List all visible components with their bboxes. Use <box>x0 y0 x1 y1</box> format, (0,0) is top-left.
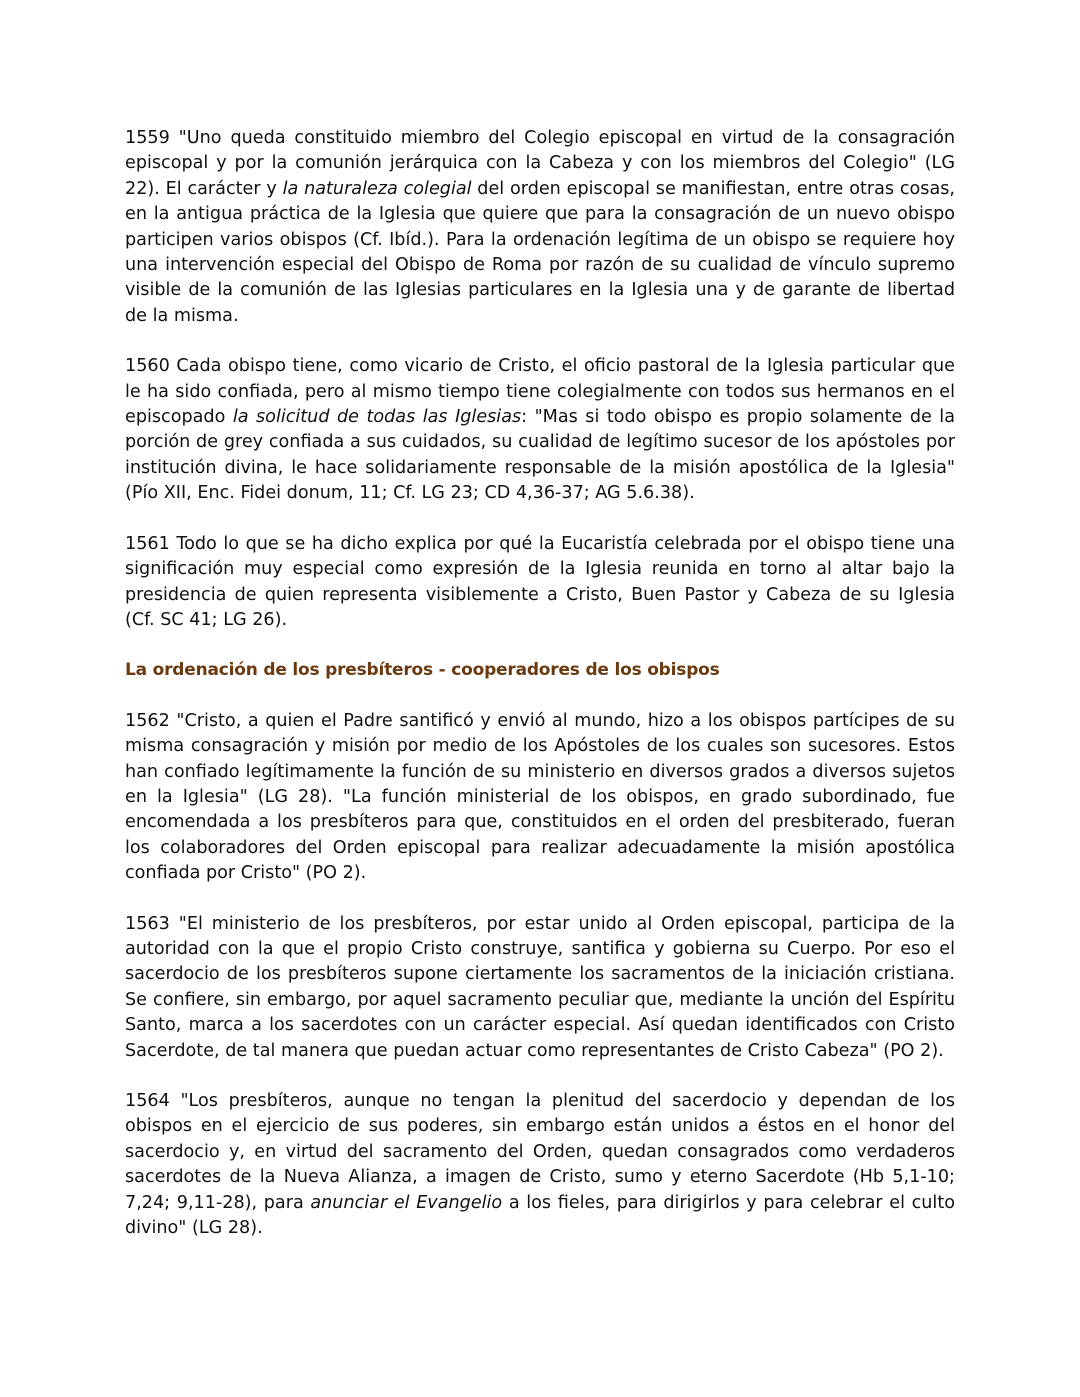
text-segment: 1561 Todo lo que se ha dicho explica por qué la Eucaristía celebrada por el obispo tiene una significación muy especial como expresión de la Iglesia reunida en torno al altar bajo la presidencia de quien representa visiblemente a Cristo, Buen Pastor y Cabeza de su Iglesia (Cf. SC 41; LG 26). <box>125 533 955 630</box>
text-segment: : "Mas si todo obispo es propio solamente de la porción de grey confiada a sus cuidados, su cualidad de legítimo sucesor de los apóstoles por institución divina, le hace solidariamente responsable de la misión apostólica de la Iglesia" (Pío XII, Enc. Fidei donum, 11; Cf. LG 23; CD 4,36-37; AG 5.6.38). <box>125 407 955 504</box>
text-segment: 1559 "Uno queda constituido miembro del Colegio episcopal en virtud de la consagración episcopal y por la comunión jerárquica con la Cabeza y con los miembros del Colegio" (LG 22). El carácter y <box>125 128 955 199</box>
paragraphs-bottom <box>125 709 955 1242</box>
paragraph <box>125 1089 955 1241</box>
text-segment: a los fieles, para dirigirlos y para celebrar el culto divino" (LG 28). <box>125 1192 955 1239</box>
paragraphs-top <box>125 126 955 633</box>
document-page <box>125 126 955 1266</box>
paragraph <box>125 709 955 887</box>
paragraph <box>125 126 955 329</box>
text-segment: 1562 "Cristo, a quien el Padre santificó y envió al mundo, hizo a los obispos partícipes de su misma consagración y misión por medio de los Apóstoles de los cuales son sucesores. Estos han confiado legítimamente la función de su ministerio en diversos grados a diversos sujetos en la Iglesia" (LG 28). "La función ministerial de los obispos, en grado subordinado, fue encomendada a los presbíteros para que, constituidos en el orden del presbiterado, fueran los colaboradores del Orden episcopal para realizar adecuadamente la misión apostólica confiada por Cristo" (PO 2). <box>125 710 955 884</box>
italic-text: la solicitud de todas las Iglesias <box>232 407 522 428</box>
italic-text: anunciar el Evangelio <box>310 1192 503 1213</box>
paragraph <box>125 354 955 506</box>
text-segment: 1560 Cada obispo tiene, como vicario de Cristo, el oficio pastoral de la Iglesia particular que le ha sido confiada, pero al mismo tiempo tiene colegialmente con todos sus hermanos en el episcopado <box>125 356 955 428</box>
text-segment: del orden episcopal se manifiestan, entre otras cosas, en la antigua práctica de la Iglesia que quiere que para la consagración de un nuevo obispo participen varios obispos (Cf. Ibíd.). Para la ordenación legítima de un obispo se requiere hoy una intervención especial del Obispo de Roma por razón de su cualidad de vínculo supremo visible de la comunión de las Iglesias particulares en la Iglesia una y de garante de libertad de la misma. <box>125 178 955 326</box>
text-segment: 1564 "Los presbíteros, aunque no tengan la plenitud del sacerdocio y dependan de los obispos en el ejercicio de sus poderes, sin embargo están unidos a éstos en el honor del sacerdocio y, en virtud del sacramento del Orden, quedan consagrados como verdaderos sacerdotes de la Nueva Alianza, a imagen de Cristo, sumo y eterno Sacerdote (Hb 5,1-10; 7,24; 9,11-28), para <box>125 1091 955 1213</box>
text-segment: 1563 "El ministerio de los presbíteros, por estar unido al Orden episcopal, participa de la autoridad con la que el propio Cristo construye, santifica y gobierna su Cuerpo. Por eso el sacerdocio de los presbíteros supone ciertamente los sacramentos de la iniciación cristiana. Se confiere, sin embargo, por aquel sacramento peculiar que, mediante la unción del Espíritu Santo, marca a los sacerdotes con un carácter especial. Así quedan identificados con Cristo Sacerdote, de tal manera que puedan actuar como representantes de Cristo Cabeza" (PO 2). <box>125 913 955 1061</box>
paragraph <box>125 532 955 634</box>
section-heading: La ordenación de los presbíteros - cooperadores de los obispos <box>125 660 720 681</box>
italic-text: la naturaleza colegial <box>282 178 472 199</box>
paragraph <box>125 912 955 1064</box>
